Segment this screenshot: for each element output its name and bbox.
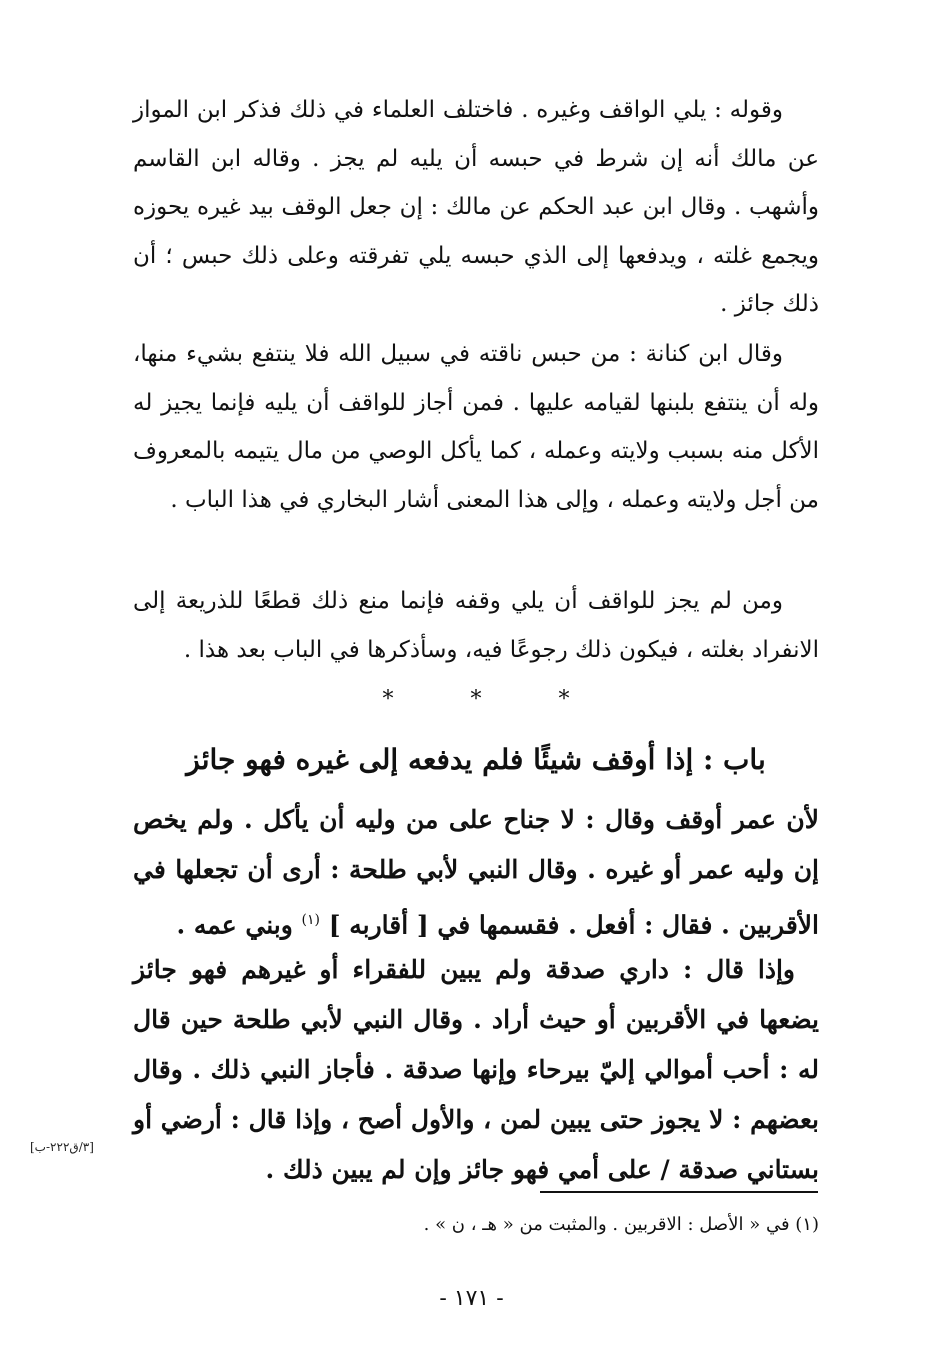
footnote: (١) في « الأصل : الاقربين . والمثبت من « هـ ، ن » . (423, 1214, 819, 1235)
bold-text-before-ref: لأن عمر أوقف وقال : لا جناح على من وليه أن يأكل . ولم يخص إن وليه عمر أو غيره . وقال النبي لأبي طلحة : أرى أن تجعلها في الأقربين . فقال : أفعل . فقسمها في [ أقاربه ] (133, 805, 819, 940)
bold-paragraph-2 (133, 945, 819, 1195)
footnote-reference[interactable]: (١) (301, 912, 320, 928)
separator-star-icon: * (382, 687, 394, 712)
body-paragraph-1 (133, 86, 819, 329)
chapter-heading: باب : إذا أوقف شيئًا فلم يدفعه إلى غيره فهو جائز (186, 743, 766, 776)
bold-paragraph-text (133, 795, 819, 950)
paragraph-text: وقال ابن كنانة : من حبس ناقته في سبيل الله فلا ينتفع بشيء منها، وله أن ينتفع بلبنها لقيامه عليها . فمن أجاز للواقف أن يليه فإنما يجيز له الأكل منه بسبب ولايته وعمله ، كما يأكل الوصي من مال يتيمه بالمعروف من أجل ولايته وعمله ، وإلى هذا المعنى أشار البخاري في هذا الباب . (133, 341, 819, 513)
separator-star-icon: * (470, 687, 482, 712)
bold-paragraph-1 (133, 795, 819, 950)
body-paragraph-3 (133, 577, 819, 674)
manuscript-folio-note: [٣/ق٢٢٢-ب] (30, 1140, 94, 1154)
bold-text-after-ref: وبني عمه . (176, 910, 293, 940)
body-paragraph-2 (133, 330, 819, 524)
footnote-divider (540, 1191, 818, 1193)
paragraph-text: وقوله : يلي الواقف وغيره . فاختلف العلماء في ذلك فذكر ابن المواز عن مالك أنه إن شرط في حبسه أن يليه لم يجز . وقاله ابن القاسم وأشهب . وقال ابن عبد الحكم عن مالك : إن جعل الوقف بيد غيره يحوزه ويجمع غلته ، ويدفعها إلى الذي حبسه يلي تفرقته وعلى ذلك حبس ؛ أن ذلك جائز . (133, 97, 819, 317)
page-number: - ١٧١ - (439, 1286, 504, 1311)
section-separator (133, 680, 819, 720)
bold-paragraph-text: وإذا قال : داري صدقة ولم يبين للفقراء أو غيرهم فهو جائز يضعها في الأقربين أو حيث أراد . وقال النبي لأبي طلحة حين قال له : أحب أموالي إليّ بيرحاء وإنها صدقة . فأجاز النبي ذلك . وقال بعضهم : لا يجوز حتى يبين لمن ، والأول أصح ، وإذا قال : أرضي أو بستاني صدقة / على أمي فهو جائز وإن لم يبين ذلك . (133, 955, 819, 1184)
paragraph-text: ومن لم يجز للواقف أن يلي وقفه فإنما منع ذلك قطعًا للذريعة إلى الانفراد بغلته ، فيكون ذلك رجوعًا فيه، وسأذكرها في الباب بعد هذا . (133, 588, 819, 663)
separator-star-icon: * (558, 687, 570, 712)
